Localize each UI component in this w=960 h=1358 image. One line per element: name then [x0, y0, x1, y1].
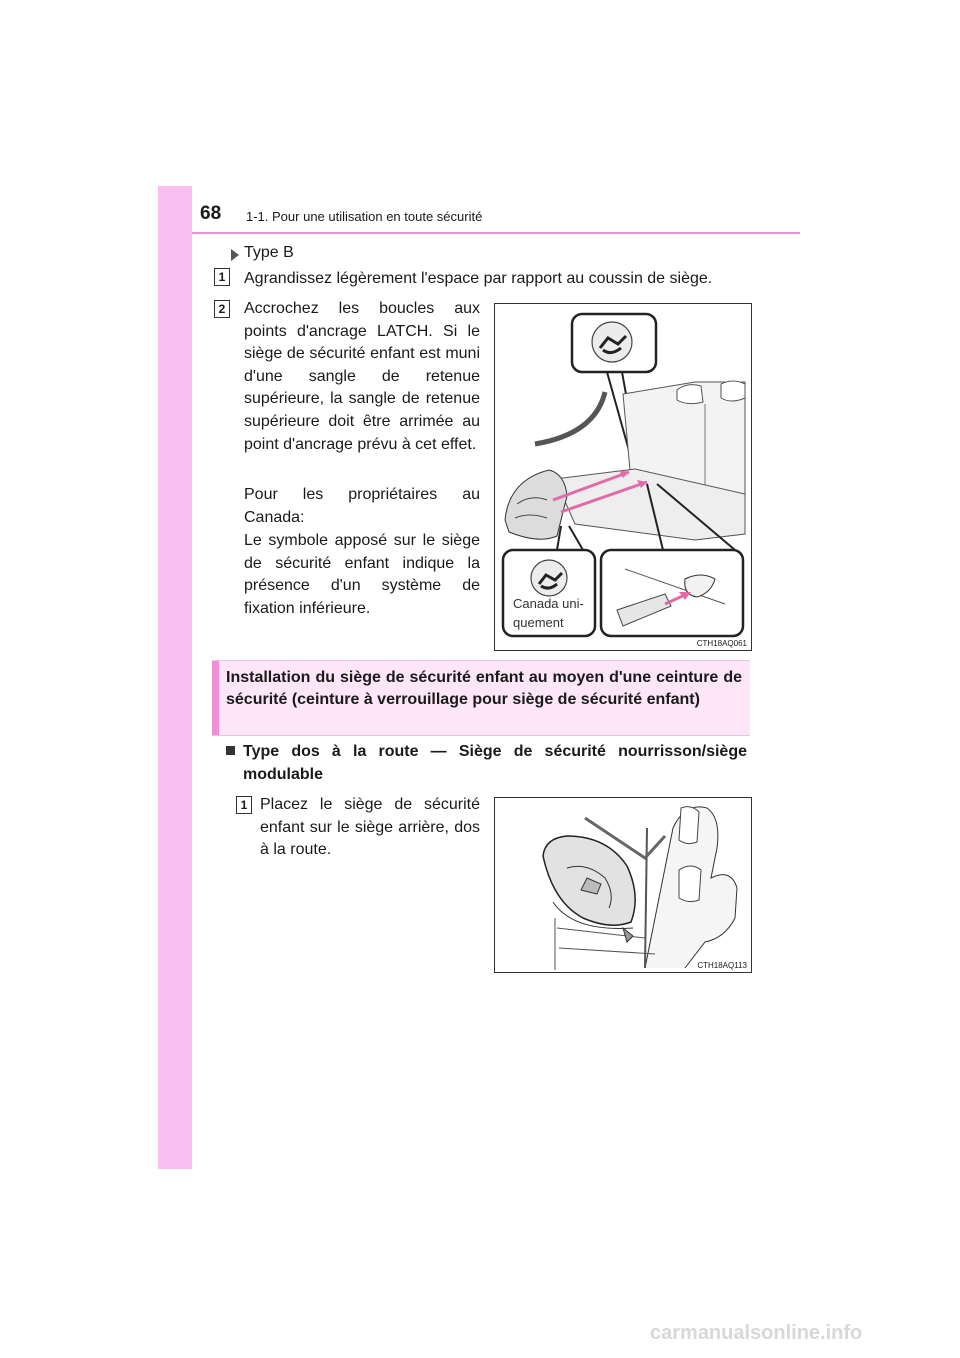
pink-side-tab	[158, 186, 192, 1169]
latch-illustration	[494, 303, 752, 651]
step-number-1: 1	[214, 268, 230, 286]
rear-facing-seat-drawing	[495, 798, 751, 972]
step-2-text: Accrochez les boucles aux points d'ancrage LATCH. Si le siège de sécurité enfant est muni d'une sangle de retenue supérieure, la sangle de retenue supérieure doit être arrimée au point d'ancrage prévu à cet effet.	[244, 300, 480, 453]
type-b-label: Type B	[244, 244, 294, 261]
step-1-text: Agrandissez légèrement l'espace par rapport au coussin de siège.	[244, 270, 713, 287]
rear-step-1-text: Placez le siège de sécurité enfant sur le siège arrière, dos à la route.	[260, 796, 480, 859]
canada-symbol-text: Le symbole apposé sur le siège de sécurité enfant indique la présence d'un système de fixation inférieure.	[244, 532, 480, 617]
canada-only-label-line1: Canada uni-	[513, 596, 584, 611]
canada-only-label-line2: quement	[513, 615, 564, 630]
header-rule	[192, 232, 800, 234]
rear-facing-heading: Type dos à la route — Siège de sécurité nourrisson/siège modulable	[243, 743, 747, 783]
figure-code: CTH18AQ061	[696, 639, 747, 648]
step-number-2: 2	[214, 300, 230, 318]
square-bullet-icon	[226, 746, 235, 755]
page-number: 68	[200, 203, 222, 224]
step-number-1b: 1	[236, 796, 252, 814]
section-banner	[212, 660, 750, 736]
banner-title: Installation du siège de sécurité enfant au moyen d'une ceinture de sécurité (ceinture à verrouillage pour siège de sécurité enfant)	[226, 669, 742, 708]
rear-facing-seat-illustration	[494, 797, 752, 973]
footer-watermark: carmanualsonline.info	[650, 1322, 863, 1344]
triangle-bullet-icon	[231, 249, 239, 261]
figure-code-2: CTH18AQ113	[697, 961, 747, 970]
canada-owners-text: Pour les propriétaires au Canada:	[244, 486, 480, 526]
running-head: 1-1. Pour une utilisation en toute sécurité	[246, 209, 483, 224]
banner-accent-bar	[212, 661, 219, 735]
